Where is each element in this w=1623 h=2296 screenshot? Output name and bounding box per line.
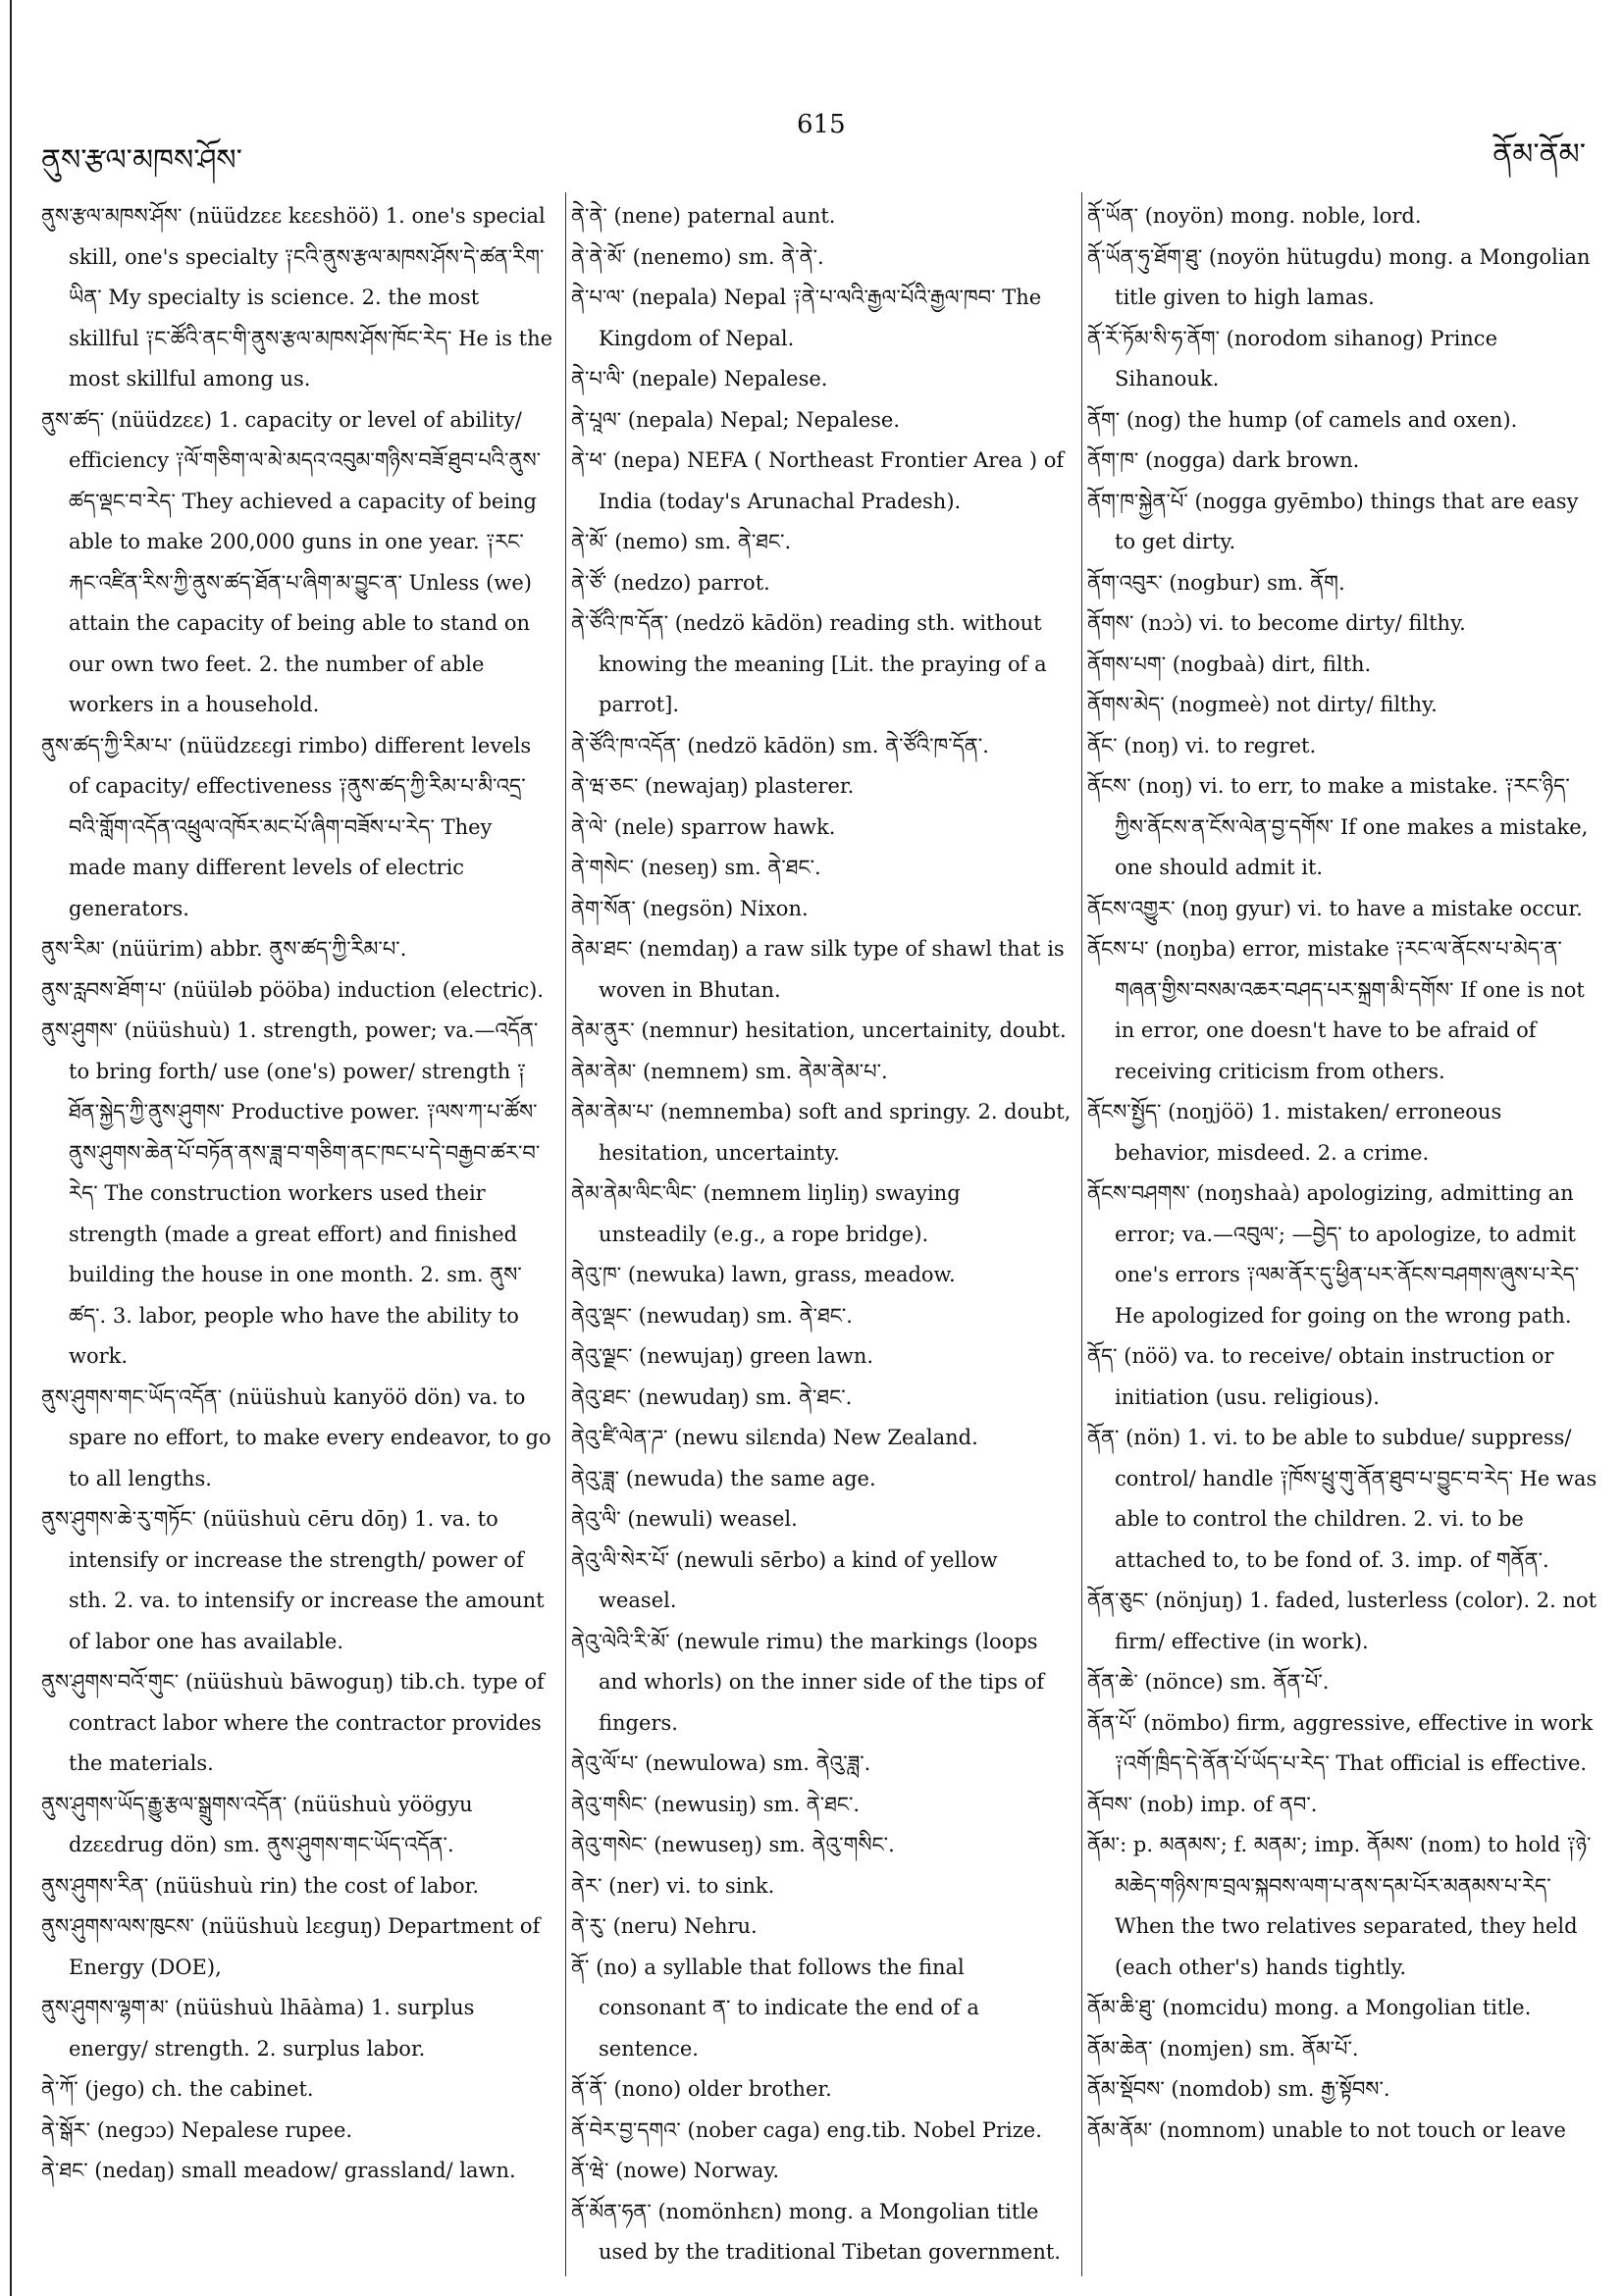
dictionary-entry: ནེ་ཙོ་ (nedzo) parrot.	[571, 570, 770, 595]
dictionary-entry: ནོན་ཅུང་ (nönjuŋ) 1. faded, lusterless (color). 2. not firm/ effective (in work).	[1087, 1589, 1597, 1653]
left-running-head: ནུས་རྩལ་མཁས་ཤོས་	[41, 143, 242, 178]
dictionary-entry: ནོ་ (no) a syllable that follows the final consonant ན་ to indicate the end of a sentence.	[571, 1955, 979, 2061]
dictionary-entry: ནོན་པོ་ (nömbo) firm, aggressive, effective in work ༑འགོ་ཁྲིད་དེ་ནོན་པོ་ཡོད་པ་རེད་ That official is effective.	[1087, 1710, 1594, 1775]
dictionary-entry: ནོངས་འགྱུར་ (noŋ gyur) vi. to have a mistake occur.	[1087, 896, 1583, 920]
dictionary-entry: ནུས་རླབས་ཐོག་པ་ (nüüləb pööba) induction (electric).	[41, 977, 545, 1002]
dictionary-entry: ནོ་རོ་ཏོམ་སི་ཧ་ནོག་ (norodom sihanog) Prince Sihanouk.	[1087, 326, 1497, 391]
column-divider-1	[565, 192, 566, 2276]
dictionary-entry: ནོབས་ (nob) imp. of ནབ་.	[1087, 1792, 1318, 1816]
dictionary-entry: ནེ་མོ་ (nemo) sm. ནེ་ཐང་.	[571, 530, 792, 553]
dictionary-entry: ནེ་སྒོར་ (negɔɔ) Nepalese rupee.	[41, 2117, 353, 2142]
dictionary-entry: ནེའུ་ལོ་པ་ (newulowa) sm. ནེའུ་ཟླ་.	[571, 1751, 871, 1775]
dictionary-entry: ནེ་ཙོའི་ཁ་འདོན་ (nedzö kādön) sm. ནེ་ཙོའི་ཁ་དོན་.	[571, 733, 989, 757]
dictionary-entry: ནོ་ཡོན་ (noyön) mong. noble, lord.	[1087, 204, 1422, 228]
dictionary-entry: ནེ་ཀོ་ (jego) ch. the cabinet.	[41, 2077, 314, 2101]
dictionary-entry: ནུས་ཤུགས་ཆེ་རུ་གཏོང་ (nüüshuù cēru dōŋ) 1. va. to intensify or increase the strength/ power of sth. 2. va. to intensify or increase the amount of labor one has available.	[41, 1507, 545, 1653]
dictionary-entry: ནོ་ཡོན་ཧུ་ཐོག་ཐུ་ (noyön hütugdu) mong. a Mongolian title given to high lamas.	[1087, 244, 1591, 309]
column-3	[1087, 196, 1597, 2276]
dictionary-entry: ནེའུ་གསིང་ (newusiŋ) sm. ནེ་ཐང་.	[571, 1792, 861, 1816]
dictionary-entry: ནོ་མོན་ཧན་ (nomönhεn) mong. a Mongolian title used by the traditional Tibetan government.	[571, 2199, 1061, 2264]
dictionary-entry: ནོང་ (noŋ) vi. to regret.	[1087, 733, 1317, 757]
dictionary-entry: ནེ་ནེ་ (nene) paternal aunt.	[571, 204, 836, 228]
dictionary-entry: ནེར་ (ner) vi. to sink.	[571, 1873, 775, 1898]
dictionary-entry: ནེ་པཱལ་ (nepala) Nepal; Nepalese.	[571, 407, 901, 432]
dictionary-entry: ནུས་ཤུགས་གང་ཡོད་འདོན་ (nüüshuù kanyöö dön) va. to spare no effort, to make every endeavor, to go to all lengths.	[41, 1384, 551, 1490]
dictionary-entry: ནེམ་ནུར་ (nemnur) hesitation, uncertainity, doubt.	[571, 1018, 1067, 1042]
dictionary-entry: ནུས་ཤུགས་ཡོད་རྒྱུ་རྩལ་སྒྲུགས་འདོན་ (nüüshuù yöögyu dzεεdrug dön) sm. ནུས་ཤུགས་གང་ཡོད་འདོན་.	[41, 1792, 473, 1856]
dictionary-entry: ནོ་ནོ་ (nono) older brother.	[571, 2077, 832, 2101]
dictionary-entry: ནོན་ཆེ་ (nönce) sm. ནོན་པོ་.	[1087, 1670, 1330, 1694]
dictionary-entry: ནེ་པ་ལ་ (nepala) Nepal ༑ནེ་པ་ལའི་རྒྱལ་པོའི་རྒྱལ་ཁབ་ The Kingdom of Nepal.	[571, 286, 1042, 350]
column-1	[41, 196, 553, 2276]
dictionary-entry: ནེམ་ནེམ་ (nemnem) sm. ནེམ་ནེམ་པ་.	[571, 1059, 888, 1083]
dictionary-entry: ནེ་ལེ་ (nele) sparrow hawk.	[571, 814, 836, 839]
dictionary-entry: ནོག་ཁ་སྐྱེན་པོ་ (nogga gyēmbo) things that are easy to get dirty.	[1087, 489, 1579, 553]
dictionary-entry: ནུས་ཤུགས་བའོ་གུང་ (nüüshuù bāwoguŋ) tib.ch. type of contract labor where the contractor provides the materials.	[41, 1670, 545, 1775]
dictionary-entry: ནེ་ནེ་མོ་ (nenemo) sm. ནེ་ནེ་.	[571, 244, 824, 269]
dictionary-entry: ནོགས་པག་ (nogbaà) dirt, filth.	[1087, 652, 1372, 676]
dictionary-entry: ནོན་ (nön) 1. vi. to be able to subdue/ suppress/ control/ handle ༑ཁོས་ཕྲུ་གུ་ནོན་ཐུབ་པ་བྱུང་བ་རེད་ He was able to control the children. 2. vi. to be attached to, to be fond of. 3. imp. of གནོན་.	[1087, 1426, 1597, 1572]
dictionary-entry: ནེ་རུ་ (neru) Nehru.	[571, 1914, 758, 1938]
dictionary-entry: ནེ་ཕ་ (nepa) NEFA ( Northeast Frontier Area ) of India (today's Arunachal Pradesh).	[571, 448, 1065, 513]
dictionary-entry: ནུས་རྩལ་མཁས་ཤོས་ (nüüdzεε kεεshöö) 1. one's special skill, one's specialty ༑ངའི་ནུས་རྩལ་མཁས་ཤོས་དེ་ཚན་རིག་ཡིན་ My specialty is science. 2. the most skillful ༑ང་ཚོའི་ནང་གི་ནུས་རྩལ་མཁས་ཤོས་ཁོང་རེད་ He is the most skillful among us.	[41, 204, 553, 391]
dictionary-entry: ནེའུ་ཟླ་ (newuda) the same age.	[571, 1466, 876, 1490]
dictionary-entry: ནེག་སོན་ (negsön) Nixon.	[571, 896, 809, 920]
dictionary-entry: ནོམ་ཆི་ཐུ་ (nomcidu) mong. a Mongolian title.	[1087, 1996, 1532, 2019]
dictionary-entry: ནེའུ་ཐང་ (newudaŋ) sm. ནེ་ཐང་.	[571, 1384, 853, 1409]
dictionary-entry: ནེའུ་ལེའི་རི་མོ་ (newule rimu) the markings (loops and whorls) on the inner side of the tips of fingers.	[571, 1629, 1045, 1735]
dictionary-entry: ནུས་ཤུགས་ལས་ཁུངས་ (nüüshuù lεεguŋ) Department of Energy (DOE),	[41, 1914, 541, 1979]
column-2	[571, 196, 1073, 2276]
left-margin-rule	[10, 0, 12, 2296]
dictionary-entry: ནེའུ་ཁ་ (newuka) lawn, grass, meadow.	[571, 1263, 956, 1286]
dictionary-entry: ནོ་ཝེ་ (nowe) Norway.	[571, 2159, 780, 2182]
dictionary-entry: ནེ་ཐང་ (nedaŋ) small meadow/ grassland/ lawn.	[41, 2159, 516, 2182]
dictionary-entry: ནུས་རིམ་ (nüürim) abbr. ནུས་ཚད་ཀྱི་རིམ་པ་.	[41, 937, 407, 961]
dictionary-entry: ནུས་ཤུགས་ (nüüshuù) 1. strength, power; va.—འདོན་ to bring forth/ use (one's) power/ strength ༑ཐོན་སྐྱེད་ཀྱི་ནུས་ཤུགས་ Productive power. ༑ལས་ཀ་པ་ཚོས་ནུས་ཤུགས་ཆེན་པོ་བཏོན་ནས་ཟླ་བ་གཅིག་ནང་ཁང་པ་དེ་བརྒྱབ་ཚར་བ་རེད་ The construction workers used their strength (made a great effort) and finished building the house in one month. 2. sm. ནུས་ཚད་. 3. labor, people who have the ability to work.	[41, 1018, 541, 1368]
dictionary-entry: ནེམ་ནེམ་པ་ (nemnemba) soft and springy. 2. doubt, hesitation, uncertainty.	[571, 1100, 1072, 1165]
dictionary-entry: ནུས་ཚད་ (nüüdzεε) 1. capacity or level of ability/ efficiency ༑ལོ་གཅིག་ལ་མེ་མདའ་འབུམ་གཉིས་བཟོ་ཐུབ་པའི་ནུས་ཚད་ལྡང་བ་རེད་ They achieved a capacity of being able to make 200,000 guns in one year. ༑རང་རྐང་འཛིན་རིས་ཀྱི་ནུས་ཚད་ཐོན་པ་ཞིག་མ་བྱུང་ན་ Unless (we) attain the capacity of being able to stand on our own two feet. 2. the number of able workers in a household.	[41, 407, 542, 716]
dictionary-entry: ནོམ་སྡོབས་ (nomdob) sm. རྒྱ་སྟོབས་.	[1087, 2077, 1390, 2101]
dictionary-entry: ནོམ་ནོམ་ (nomnom) unable to not touch or leave	[1087, 2117, 1566, 2142]
dictionary-entry: ནེའུ་ལྗང་ (newujaŋ) green lawn.	[571, 1344, 874, 1368]
dictionary-entry: ནོ་བེར་བྱ་དགའ་ (nober caga) eng.tib. Nobel Prize.	[571, 2117, 1042, 2142]
dictionary-entry: ནོགས་མེད་ (nogmeè) not dirty/ filthy.	[1087, 693, 1438, 716]
dictionary-entry: ནོགས་ (nɔɔ̀) vi. to become dirty/ filthy.	[1087, 611, 1466, 635]
dictionary-entry: ནེམ་ནེམ་ལིང་ལིང་ (nemnem liŋliŋ) swaying unsteadily (e.g., a rope bridge).	[571, 1181, 961, 1246]
dictionary-entry: ནེའུ་ལི་སེར་པོ་ (newuli sērbo) a kind of yellow weasel.	[571, 1547, 998, 1612]
dictionary-entry: ནེ་ཝ་ཅང་ (newajaŋ) plasterer.	[571, 774, 855, 798]
column-divider-2	[1081, 192, 1082, 2276]
page-header	[0, 110, 1623, 178]
dictionary-entry: ནོད་ (nöö) va. to receive/ obtain instruction or initiation (usu. religious).	[1087, 1344, 1554, 1409]
dictionary-entry: ནོམ་: p. མནམས་; f. མནམ་; imp. ནོམས་ (nom) to hold ༑ཉེ་མཆེད་གཉིས་ཁ་བྲལ་སྐབས་ལག་པ་ནས་དམ་པོར་མནམས་པ་རེད་ When the two relatives separated, they held (each other's) hands tightly.	[1087, 1833, 1592, 1979]
dictionary-entry: ནུས་ཤུགས་ལྷག་མ་ (nüüshuù lhāàma) 1. surplus energy/ strength. 2. surplus labor.	[41, 1996, 475, 2061]
dictionary-entry: ནེའུ་གསེང་ (newuseŋ) sm. ནེའུ་གསིང་.	[571, 1833, 895, 1856]
dictionary-entry: ནུས་ཤུགས་རིན་ (nüüshuù rin) the cost of labor.	[41, 1873, 480, 1898]
dictionary-entry: ནོངས་ (noŋ) vi. to err, to make a mistake. ༑རང་ཉིད་ཀྱིས་ནོངས་ན་ངོས་ལེན་བྱ་དགོས་ If one makes a mistake, one should admit it.	[1087, 774, 1589, 879]
dictionary-entry: ནོག་ཁ་ (nogga) dark brown.	[1087, 448, 1360, 472]
page-number: 615	[797, 110, 846, 139]
right-running-head: ནོམ་ནོམ་	[1492, 137, 1586, 172]
dictionary-entry: ནེའུ་ལྡང་ (newudaŋ) sm. ནེ་ཐང་.	[571, 1303, 853, 1328]
dictionary-entry: ནེམ་ཐང་ (nemdaŋ) a raw silk type of shawl that is woven in Bhutan.	[571, 937, 1065, 1002]
dictionary-entry: ནེ་གསེང་ (neseŋ) sm. ནེ་ཐང་.	[571, 856, 821, 879]
dictionary-entry: ནོག་ (nog) the hump (of camels and oxen).	[1087, 407, 1518, 432]
dictionary-entry: ནེ་ཙོའི་ཁ་དོན་ (nedzö kādön) reading sth. without knowing the meaning [Lit. the praying of a parrot].	[571, 611, 1047, 716]
dictionary-entry: ནོག་འབུར་ (nogbur) sm. ནོག.	[1087, 570, 1345, 595]
dictionary-entry: ནེའུ་ལི་ (newuli) weasel.	[571, 1507, 798, 1531]
dictionary-entry: ནོངས་སྤྱོད་ (noŋjöö) 1. mistaken/ erroneous behavior, misdeed. 2. a crime.	[1087, 1100, 1502, 1165]
dictionary-entry: ནེ་པ་ལི་ (nepale) Nepalese.	[571, 367, 828, 391]
dictionary-entry: ནེའུ་ཛི་ལེན་ཌ་ (newu silεnda) New Zealand.	[571, 1426, 978, 1449]
dictionary-entry: ནོངས་པ་ (noŋba) error, mistake ༑རང་ལ་ནོངས་པ་མེད་ན་གཞན་གྱིས་བསམ་འཆར་བཤད་པར་སྐྲག་མི་དགོས་ If one is not in error, one doesn't have to be afraid of receiving criticism from others.	[1087, 937, 1585, 1083]
dictionary-entry: ནོམ་ཆེན་ (nomjen) sm. ནོམ་པོ་.	[1087, 2036, 1359, 2061]
dictionary-entry: ནོངས་བཤགས་ (noŋshaà) apologizing, admitting an error; va.—འབུལ་; —བྱེད་ to apologize, to admit one's errors ༑ལམ་ནོར་དུ་ཕྱིན་པར་ནོངས་བཤགས་ཞུས་པ་རེད་ He apologized for going on the wrong path.	[1087, 1181, 1580, 1328]
dictionary-entry: ནུས་ཚད་ཀྱི་རིམ་པ་ (nüüdzεεgi rimbo) different levels of capacity/ effectiveness ༑ནུས་ཚད་ཀྱི་རིམ་པ་མི་འདྲ་བའི་གློག་འདོན་འཕྲུལ་འཁོར་མང་པོ་ཞིག་བཟོས་པ་རེད་ They made many different levels of electric generators.	[41, 733, 532, 920]
